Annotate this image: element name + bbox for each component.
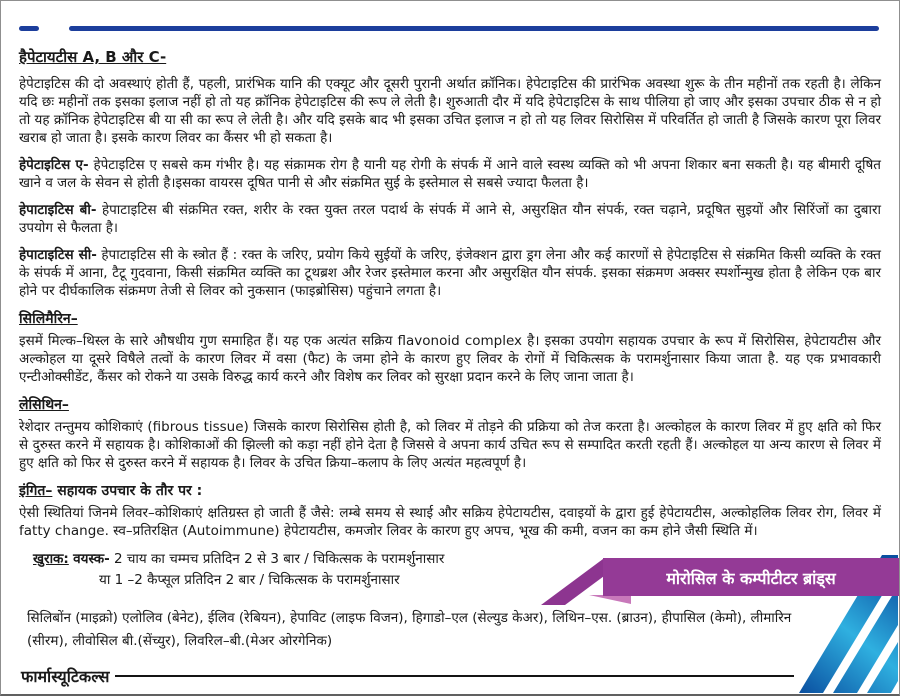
indication-heading — [19, 481, 881, 500]
competitor-brands-list: सिलिबोंन (माइक्रो) एलोलिव (बेनेट), ईलिव (रेबियन), हेपाविट (लाइफ विजन), हिगाडो–एल (सेल्युड केअर), लिथिन–एस. (ब्राउन), हीपासिल (केमो), लीमारिन (सीरम), लीवोसिल बी.(सेंच्युर), लिवरिल–बी.(मेअर ओरगेनिक) — [27, 610, 792, 649]
dosage-label: खुराक: — [33, 551, 69, 567]
footer — [21, 665, 794, 687]
indication-heading-text: इंगित– — [19, 483, 53, 499]
lecithin-paragraph: रेशेदार तन्तुमय कोशिकाएं (fibrous tissue) जिसके कारण सिरोसिस होती है, को लिवर में तोड़ने की प्रक्रिया को तेज करता है। अल्कोहल के कारण लिवर में हुए क्षति को फिर से दुरुस्त करने में सहायक है। कोशिकाओं की झिल्ली को कड़ा नहीं होने देता है जिससे वे अपना कार्य उचित रूप से सम्पादित करती रहती हैं। अल्कोहल या अन्य कारण से लिवर में हुए क्षति को फिर से दुरुस्त करने में सहायक है। लिवर के उचित क्रिया–कलाप के लिए अत्यंत महत्वपूर्ण है। — [19, 419, 881, 471]
silymarin-paragraph: इसमें मिल्क–थिस्ल के सारे औषधीय गुण समाहित हैं। यह एक अत्यंत सक्रिय flavonoid complex है। इसका उपयोग सहायक उपचार के रूप में सिरोसिस, हेपेटायटीस और अल्कोहल या दूसरे विषैले तत्वों के कारण लिवर में वसा (फैट) के जमा होने के कारण हुए लिवर के रोगों में चिकित्सक के परामर्शुनासार किया जाता है. यह एक प्रभावकारी एन्टीओक्सीडेंट, कैंसर को रोकने या उसके विरुद्ध कार्य करने और विशेष कर लिवर को सुरक्षा प्रदान करने के लिए जाना जाता है। — [19, 333, 881, 385]
intro-paragraph: हेपेटाइटिस की दो अवस्थाएं होती हैं, पहली, प्रारंभिक यानि की एक्यूट और दूसरी पुरानी अर्थात क्रॉनिक। हेपेटाइटिस की प्रारंभिक अवस्था शुरू के तीन महीनों तक रहती है। लेकिन यदि छः महीनों तक इसका इलाज नहीं हो तो यह क्रॉनिक हेपेटाइटिस की रूप ले लेती है। शुरुआती दौर में यदि हेपेटाइटिस के साथ पीलिया हो जाए और इसका उपचार ठीक से न हो तो यह क्रॉनिक हेपेटाइटिस बी या सी का रूप ले लेती है। और यदि इसके बाद भी इसका उचित इलाज न हो तो यह लिवर सिरोसिस में परिवर्तित हो जाती है जिसके कारण पूरा लिवर खराब हो जाता है। इसके कारण लिवर का कैंसर भी हो सकता है। — [19, 76, 881, 146]
page-title: हैपेटायटीस A, B और C- — [19, 48, 167, 66]
footer-rule-line — [115, 675, 794, 677]
ribbon-fold — [589, 595, 631, 604]
indication-subheading: सहायक उपचार के तौर पर : — [57, 483, 203, 499]
dosage-line-2: या 1 –2 कैप्सूल प्रतिदिन 2 बार / चिकित्सक के परामर्शुनासार — [99, 572, 400, 588]
hepatitis-c-label: हेपाटाइटिस सी- — [19, 247, 97, 263]
hepatitis-b-section — [19, 201, 881, 237]
competitor-banner-label: मोरोसिल के कम्पीटीटर ब्रांड्स — [666, 568, 836, 588]
lecithin-heading-text: लेसिथिन– — [19, 397, 69, 413]
hepatitis-a-text: हेपेटाइटिस ए सबसे कम गंभीर है। यह संक्रामक रोग है यानी यह रोगी के संपर्क में आने वाले स्वस्थ व्यक्ति को भी अपना शिकार बना सकती है। यह बीमारी दूषित खाने व जल के सेवन से होती है।इसका वायरस दूषित पानी से और संक्रमित सुई के इस्तेमाल से सबसे ज्यादा फैलता है। — [19, 157, 881, 191]
dosage-line-1-text: 2 चाय का चम्मच प्रतिदिन 2 से 3 बार / चिकित्सक के परामर्शुनासार — [113, 551, 445, 567]
hepatitis-c-text: हेपाटाइटिस सी के स्त्रोत हैं : रक्त के जरिए, प्रयोग किये सुईयों के जरिए, इंजेक्शन द्वारा ड्रग लेना और कई कारणों से हेपेटाइटिस से संक्रमित किसी व्यक्ति के रक्त के संपर्क में आना, टैटू गुदवाना, किसी संक्रमित व्यक्ति का टूथब्रश और रेजर इस्तेमाल करना और असुरक्षित यौन संपर्क. इसका संक्रमण अक्सर स्पर्शोन्मुख होता है लेकिन एक बार होने पर दीर्घकालिक संक्रमण तेजी से लिवर को नुकसान (फाइब्रोसिस) पहुंचाने लगता है। — [19, 247, 881, 299]
hepatitis-c-section — [19, 246, 881, 300]
lecithin-heading — [19, 395, 881, 414]
hepatitis-b-text: हेपाटाइटिस बी संक्रमित रक्त, शरीर के रक्त युक्त तरल पदार्थ के संपर्क में आने से, असुरक्षित यौन संपर्क, रक्त चढ़ाने, प्रदूषित सुइयों और सिरिंजों का दुबारा उपयोग से फैलता है। — [19, 202, 882, 236]
footer-brand-name: फार्मास्यूटिकल्स — [21, 667, 110, 686]
hepatitis-a-section — [19, 156, 881, 192]
accent-line-short-segment — [19, 26, 39, 31]
top-accent-line — [19, 26, 881, 31]
silymarin-heading — [19, 309, 881, 328]
silymarin-heading-text: सिलिमैरिन– — [19, 311, 78, 327]
competitor-banner — [531, 553, 899, 613]
accent-line-long-segment — [69, 26, 879, 31]
hepatitis-b-label: हेपाटाइटिस बी- — [19, 202, 97, 218]
indication-paragraph: ऐसी स्थितियां जिनमे लिवर–कोशिकाएं क्षतिग्रस्त हो जाती हैं जैसे: लम्बे समय से स्थाई और सक्रिय हेपेटायटीस, दवाइयों के द्वारा हुई हेपेटायटीस, अल्कोहलिक लिवर रोग, लिवर में fatty change. स्व–प्रतिरक्षित (Autoimmune) हेपेटायटीस, कमजोर लिवर के कारण हुए अपच, भूख की कमी, वजन का कम होने जैसी स्थिति में। — [19, 505, 881, 539]
dosage-audience-label: वयस्क- — [73, 551, 110, 567]
hepatitis-a-label: हेपेटाइटिस ए- — [19, 157, 89, 173]
